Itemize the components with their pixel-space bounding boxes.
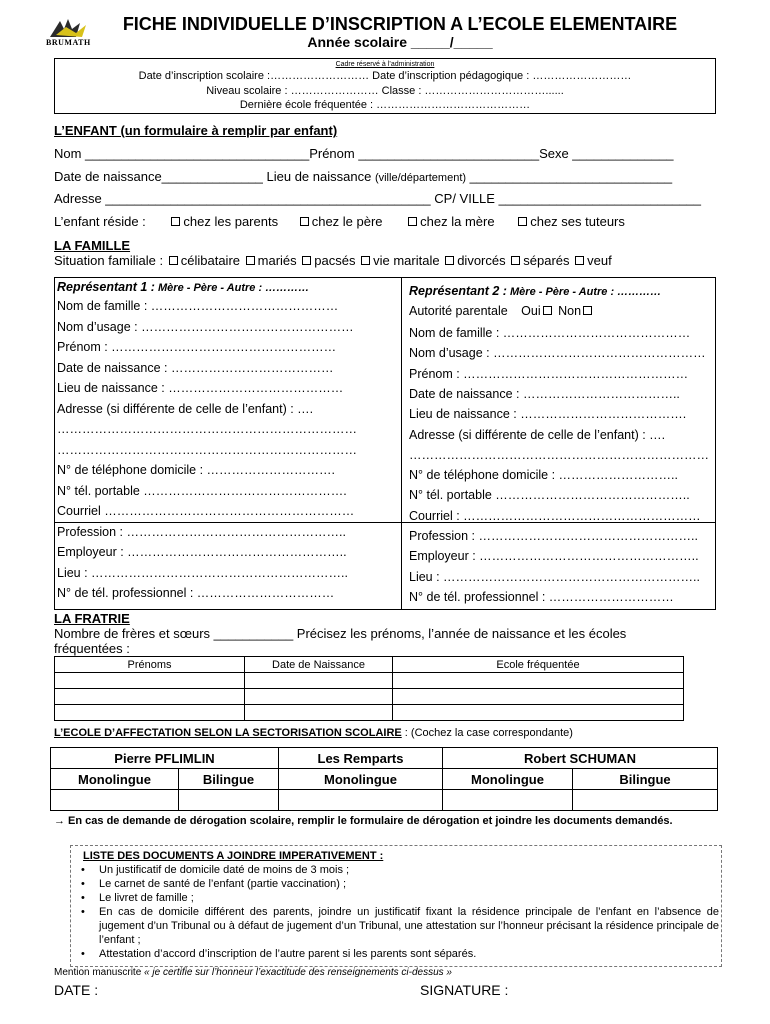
- enfant-reside-row: [54, 214, 625, 229]
- fratrie-cell[interactable]: [393, 673, 684, 689]
- situation-option-label: pacsés: [314, 253, 356, 268]
- rep1-field-line[interactable]: Nom de famille : ………………………………………: [57, 299, 339, 313]
- rep2-field-line[interactable]: Nom de famille : ………………………………………: [409, 326, 691, 340]
- rep1-field-line[interactable]: N° de tél. professionnel : ……………………………: [57, 586, 335, 600]
- date-label[interactable]: DATE :: [54, 982, 99, 998]
- rep1-field-line[interactable]: Courriel ……………………………………………………: [57, 504, 355, 518]
- school-pflimlin: Pierre PFLIMLIN: [51, 748, 279, 769]
- option-label: Bilingue: [573, 769, 718, 790]
- rep2-field-line[interactable]: Profession : ……………………………………………..: [409, 529, 698, 543]
- rep1-field-line[interactable]: Adresse (si différente de celle de l’enfant) : ….: [57, 401, 314, 416]
- situation-celibataire-checkbox[interactable]: [169, 256, 178, 265]
- ecole-heading: [54, 727, 573, 739]
- fratrie-cell[interactable]: [393, 705, 684, 721]
- rep2-title-options: Mère - Père - Autre : …………: [506, 286, 662, 298]
- rep1-field-line[interactable]: ………………………………………………………………: [57, 422, 357, 436]
- list-item: • Le livret de famille ;: [71, 891, 721, 905]
- rep1-field-line[interactable]: N° tél. portable ………………………………………….: [57, 483, 347, 498]
- rep1-field-line[interactable]: Lieu : ……………………………………………………..: [57, 565, 348, 580]
- list-item: • Le carnet de santé de l’enfant (partie vaccination) ;: [71, 877, 721, 891]
- fratrie-table: [54, 656, 684, 721]
- rep1-field-line[interactable]: Profession : ……………………………………………..: [57, 524, 346, 539]
- section-fratrie-title: LA FRATRIE: [54, 611, 130, 626]
- mention-label: Mention manuscrite: [54, 967, 145, 978]
- rep2-field-line[interactable]: N° de tél. professionnel : …………………………: [409, 589, 674, 604]
- choice-cell-pflimlin-bi[interactable]: [179, 790, 279, 811]
- situation-label: Situation familiale :: [54, 253, 164, 268]
- fratrie-cell[interactable]: [393, 689, 684, 705]
- naissance-label: Date de naissance______________ Lieu de naissance: [54, 169, 372, 184]
- situation-option-label: veuf: [587, 253, 612, 268]
- derogation-note: → En cas de demande de dérogation scolaire, remplir le formulaire de dérogation et joindre les documents demandés.: [54, 815, 673, 827]
- ecole-note: : (Cochez la case correspondante): [401, 727, 573, 739]
- fratrie-text-2: fréquentées :: [54, 641, 130, 656]
- fratrie-cell[interactable]: [55, 705, 245, 721]
- table-row: [55, 705, 684, 721]
- section-enfant-title: L’ENFANT (un formulaire à remplir par enfant): [54, 123, 338, 138]
- choice-cell-remparts-mono[interactable]: [279, 790, 443, 811]
- option-label: Monolingue: [443, 769, 573, 790]
- school-schuman: Robert SCHUMAN: [443, 748, 718, 769]
- school-year: Année scolaire _____/_____: [307, 34, 493, 50]
- rep2-field-line[interactable]: Employeur : ……………………………………………..: [409, 549, 699, 564]
- ecole-table: [50, 747, 718, 811]
- representants-box: [54, 277, 716, 610]
- situation-option-label: vie maritale: [373, 253, 440, 268]
- situation-separes-checkbox[interactable]: [511, 256, 520, 265]
- option-label: Bilingue: [179, 769, 279, 790]
- rep2-field-line[interactable]: Date de naissance : ………………………………..: [409, 386, 680, 401]
- list-item: • Un justificatif de domicile daté de moins de 3 mois ;: [71, 863, 721, 877]
- column-divider: [401, 278, 402, 609]
- fratrie-cell[interactable]: [245, 705, 393, 721]
- situation-divorces-checkbox[interactable]: [445, 256, 454, 265]
- column-header: Prénoms: [55, 657, 245, 673]
- column-header: Ecole fréquentée: [393, 657, 684, 673]
- reside-option-label: chez le père: [311, 214, 383, 229]
- rep1-field-line[interactable]: ………………………………………………………………: [57, 442, 357, 457]
- rep1-title-main: Représentant 1 :: [57, 280, 155, 294]
- rep1-title: [57, 280, 309, 294]
- rep1-field-line[interactable]: Prénom : ………………………………………………: [57, 340, 337, 354]
- situation-veuf-checkbox[interactable]: [575, 256, 584, 265]
- reside-option-label: chez les parents: [183, 214, 279, 229]
- autorite-non-checkbox[interactable]: [583, 306, 592, 315]
- logo-text: BRUMATH: [46, 38, 91, 47]
- fratrie-text[interactable]: Nombre de frères et sœurs ___________ Précisez les prénoms, l’année de naissance et les écoles: [54, 626, 627, 641]
- list-item: • Attestation d’accord d’inscription de l’autre parent si les parents sont séparés.: [71, 947, 721, 961]
- choice-cell-schuman-bi[interactable]: [573, 790, 718, 811]
- section-ecole-title: L’ECOLE D’AFFECTATION SELON LA SECTORISATION SCOLAIRE: [54, 727, 402, 739]
- reside-parents-checkbox[interactable]: [171, 217, 180, 226]
- fratrie-cell[interactable]: [245, 673, 393, 689]
- rep2-field-line[interactable]: Courriel : …………………………………………………: [409, 508, 701, 523]
- rep2-field-line[interactable]: N° tél. portable ………………………………………..: [409, 488, 690, 503]
- documents-box: [70, 845, 722, 967]
- rep2-field-line[interactable]: Prénom : ………………………………………………: [409, 366, 689, 381]
- list-item: • En cas de domicile différent des parents, joindre un justificatif fixant la résidence principale de l’enfant en l’absence de jugement d’un Tribunal ou à défaut de jugement d’un Tribunal, une attestation sur l’honneur précisant la résidence principale de l’enfant ;: [71, 905, 721, 947]
- reside-pere-checkbox[interactable]: [300, 217, 309, 226]
- option-label: Monolingue: [279, 769, 443, 790]
- reside-option-label: chez ses tuteurs: [530, 214, 625, 229]
- reside-label: L’enfant réside :: [54, 214, 146, 229]
- rep1-field-line[interactable]: Employeur : ……………………………………………..: [57, 545, 347, 559]
- naissance-blank: ____________________________: [466, 169, 673, 184]
- rep2-field-line[interactable]: Nom d’usage : ……………………………………………: [409, 346, 706, 361]
- fratrie-cell[interactable]: [55, 673, 245, 689]
- table-row: [55, 673, 684, 689]
- reside-tuteurs-checkbox[interactable]: [518, 217, 527, 226]
- situation-vie-maritale-checkbox[interactable]: [361, 256, 370, 265]
- autorite-parentale-row: [409, 304, 595, 318]
- situation-option-label: mariés: [257, 253, 297, 268]
- choice-cell-schuman-mono[interactable]: [443, 790, 573, 811]
- autorite-non-label: Non: [558, 304, 582, 318]
- rep1-field-line[interactable]: Nom d’usage : ……………………………………………: [57, 319, 354, 334]
- admin-box-label: Cadre réservé à l’administration: [335, 61, 435, 68]
- school-remparts: Les Remparts: [279, 748, 443, 769]
- reside-mere-checkbox[interactable]: [408, 217, 417, 226]
- column-header: Date de Naissance: [245, 657, 393, 673]
- situation-option-label: célibataire: [180, 253, 241, 268]
- autorite-oui-label: Oui: [521, 304, 541, 318]
- reside-option-label: chez la mère: [420, 214, 495, 229]
- choice-cell-pflimlin-mono[interactable]: [51, 790, 179, 811]
- rep1-field-line[interactable]: Date de naissance : …………………………………: [57, 360, 334, 375]
- rep2-field-line[interactable]: Lieu : ……………………………………………………..: [409, 569, 700, 584]
- fratrie-cell[interactable]: [55, 689, 245, 705]
- enfant-naissance-line[interactable]: [54, 169, 672, 184]
- enfant-adresse-line[interactable]: Adresse _____________________________________________ CP/ VILLE ____________________________: [54, 191, 702, 206]
- situation-familiale-row: [54, 253, 612, 268]
- naissance-hint: (ville/département): [374, 172, 467, 184]
- admin-line-dates[interactable]: Date d’inscription scolaire :……………………… Date d’inscription pédagogique : ………………………: [138, 70, 632, 82]
- page-title: FICHE INDIVIDUELLE D’INSCRIPTION A L’ECOLE ELEMENTAIRE: [122, 14, 678, 34]
- situation-option-label: séparés: [523, 253, 570, 268]
- section-famille-title: LA FAMILLE: [54, 238, 131, 253]
- rep1-field-line[interactable]: Lieu de naissance : ……………………………………: [57, 381, 344, 395]
- option-label: Monolingue: [51, 769, 179, 790]
- admin-line-ecole[interactable]: Dernière école fréquentée : ……………………………………: [239, 99, 531, 111]
- rep2-field-line[interactable]: Adresse (si différente de celle de l’enfant) : ….: [409, 427, 666, 442]
- rep2-field-line[interactable]: ………………………………………………………………: [409, 447, 709, 462]
- rep2-field-line[interactable]: Lieu de naissance : ………………………………….: [409, 407, 687, 422]
- rep2-title: [409, 284, 661, 298]
- situation-pacses-checkbox[interactable]: [302, 256, 311, 265]
- situation-option-label: divorcés: [457, 253, 506, 268]
- mention-manuscrite: [54, 967, 452, 978]
- rep1-title-options: Mère - Père - Autre : …………: [154, 282, 310, 294]
- documents-list: [71, 863, 721, 961]
- mention-text: « je certifie sur l’honneur l’exactitude des renseignements ci-dessus »: [144, 967, 452, 978]
- autorite-oui-checkbox[interactable]: [543, 306, 552, 315]
- rep2-field-line[interactable]: N° de téléphone domicile : ………………………..: [409, 468, 678, 483]
- table-row: [55, 689, 684, 705]
- situation-maries-checkbox[interactable]: [246, 256, 255, 265]
- admin-box: [54, 58, 716, 114]
- enfant-nom-line[interactable]: Nom _______________________________Prénom _________________________Sexe ______________: [54, 146, 674, 161]
- documents-title: LISTE DES DOCUMENTS A JOINDRE IMPERATIVEMENT :: [83, 850, 384, 862]
- fratrie-cell[interactable]: [245, 689, 393, 705]
- rep1-divider: [55, 522, 401, 523]
- rep2-title-main: Représentant 2 :: [409, 284, 507, 298]
- rep1-field-line[interactable]: N° de téléphone domicile : ………………………….: [57, 463, 336, 477]
- signature-label[interactable]: SIGNATURE :: [420, 982, 509, 998]
- admin-line-niveau[interactable]: Niveau scolaire : …………………… Classe : ……………………………......: [206, 85, 564, 97]
- autorite-label: Autorité parentale: [409, 304, 508, 318]
